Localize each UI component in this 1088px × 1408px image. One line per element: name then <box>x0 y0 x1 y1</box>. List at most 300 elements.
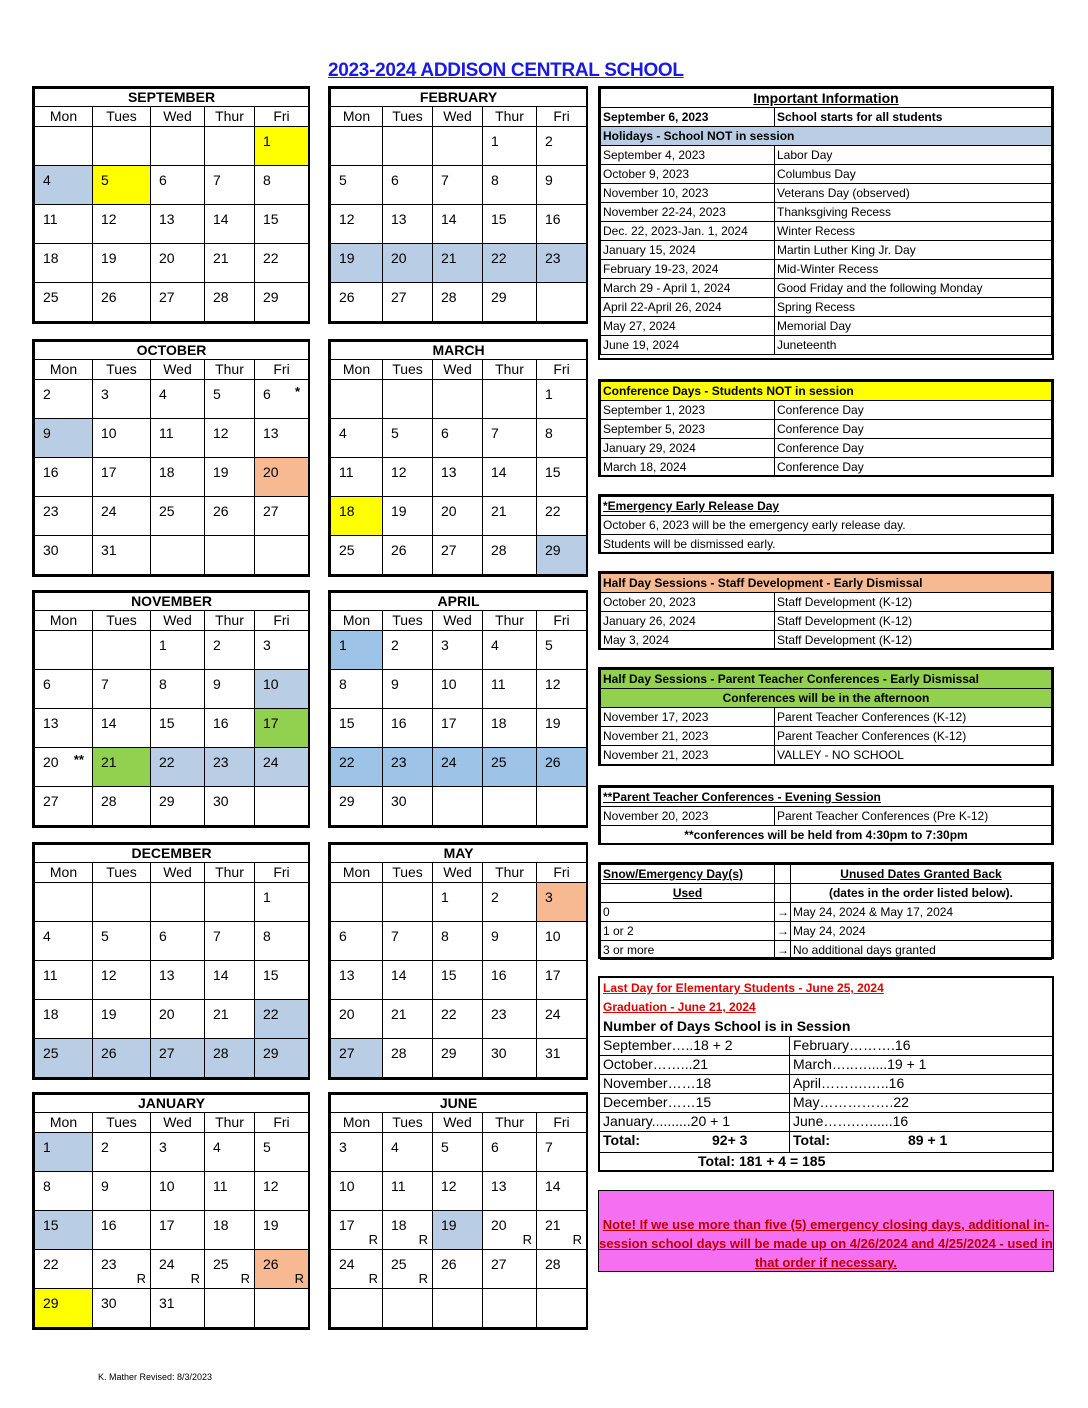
day-cell <box>255 283 309 322</box>
total-right-value: 89 + 1 <box>908 1132 948 1148</box>
weekday-header: Thur <box>205 360 255 380</box>
cell-desc: Martin Luther King Jr. Day <box>775 241 1052 260</box>
day-cell <box>151 670 205 709</box>
session-count: June…….…......16 <box>793 1113 909 1129</box>
weekday-header: Wed <box>433 611 483 631</box>
day-cell <box>93 1211 151 1250</box>
day-cell <box>383 631 433 670</box>
day-number: 15 <box>43 1217 59 1233</box>
day-number: 23 <box>101 1256 117 1272</box>
day-number: 29 <box>263 1045 279 1061</box>
weekday-header: Thur <box>483 107 537 127</box>
day-number: 30 <box>43 542 59 558</box>
day-cell <box>537 283 587 322</box>
weekday-header: Wed <box>151 863 205 883</box>
day-number: 21 <box>441 250 457 266</box>
day-cell <box>483 166 537 205</box>
arrow-icon: → <box>775 922 791 941</box>
r-marker: R <box>368 1232 378 1247</box>
cell-date: March 18, 2024 <box>601 458 775 477</box>
day-cell <box>35 922 93 961</box>
day-cell <box>35 631 93 670</box>
weekday-header: Tues <box>383 360 433 380</box>
day-number: 28 <box>391 1045 407 1061</box>
r-marker: R <box>190 1271 200 1286</box>
day-number: 3 <box>441 637 449 653</box>
calendar-november <box>32 590 310 828</box>
day-cell <box>433 1133 483 1172</box>
day-number: 19 <box>101 250 117 266</box>
day-cell <box>151 1289 205 1328</box>
day-number: 12 <box>263 1178 279 1194</box>
day-number: 5 <box>213 386 221 402</box>
day-number: 31 <box>159 1295 175 1311</box>
day-number: 15 <box>263 967 279 983</box>
day-number: 14 <box>391 967 407 983</box>
day-cell <box>151 458 205 497</box>
weekday-header: Fri <box>255 1113 309 1133</box>
cell-desc: Memorial Day <box>775 317 1052 336</box>
day-number: 20 <box>263 464 279 480</box>
weekday-header: Fri <box>537 107 587 127</box>
table-row <box>601 593 1052 612</box>
cell-desc: Veterans Day (observed) <box>775 184 1052 203</box>
day-cell <box>151 380 205 419</box>
table-row <box>601 631 1052 650</box>
day-number: 4 <box>159 386 167 402</box>
day-cell <box>331 1000 383 1039</box>
cell-date: March 29 - April 1, 2024 <box>601 279 775 298</box>
day-number: 30 <box>391 793 407 809</box>
calendar-december <box>32 842 310 1080</box>
day-cell <box>383 1039 433 1078</box>
day-cell <box>205 127 255 166</box>
cell-desc: Conference Day <box>775 439 1052 458</box>
day-cell <box>205 883 255 922</box>
day-cell <box>93 787 151 826</box>
day-cell <box>255 709 309 748</box>
day-number: 16 <box>43 464 59 480</box>
day-number: 1 <box>339 637 347 653</box>
day-cell <box>151 536 205 575</box>
table-row <box>601 279 1052 298</box>
makeup-note: Note! If we use more than five (5) emergency closing days, additional in-session school days will be made up on 4/26/2024 and 4/25/2024 - used in that order if necessary. <box>598 1190 1054 1272</box>
day-cell <box>255 536 309 575</box>
day-number: 25 <box>391 1256 407 1272</box>
day-cell <box>537 1000 587 1039</box>
day-number: 21 <box>545 1217 561 1233</box>
conference-box <box>598 379 1054 477</box>
day-number: 20 <box>441 503 457 519</box>
day-cell <box>35 961 93 1000</box>
weekday-header: Tues <box>93 360 151 380</box>
day-cell <box>93 883 151 922</box>
cell-date: September 5, 2023 <box>601 420 775 439</box>
day-cell <box>151 922 205 961</box>
day-cell <box>35 1211 93 1250</box>
day-cell <box>433 748 483 787</box>
cell-desc: Good Friday and the following Monday <box>775 279 1052 298</box>
day-cell <box>433 670 483 709</box>
day-cell <box>93 380 151 419</box>
day-number: 20 <box>159 1006 175 1022</box>
day-number: 14 <box>491 464 507 480</box>
day-cell <box>433 787 483 826</box>
day-number: 4 <box>339 425 347 441</box>
day-number: 1 <box>263 889 271 905</box>
day-cell <box>93 419 151 458</box>
weekday-header: Thur <box>205 107 255 127</box>
day-cell <box>93 497 151 536</box>
day-cell <box>383 1133 433 1172</box>
day-number: 24 <box>339 1256 355 1272</box>
weekday-header: Mon <box>35 863 93 883</box>
day-cell <box>151 127 205 166</box>
day-number: 12 <box>101 211 117 227</box>
day-cell <box>35 1250 93 1289</box>
r-marker: R <box>418 1232 428 1247</box>
day-cell <box>483 1289 537 1328</box>
day-number: 4 <box>43 172 51 188</box>
day-cell <box>205 244 255 283</box>
day-cell <box>255 961 309 1000</box>
table-row <box>601 922 1052 941</box>
day-cell <box>205 922 255 961</box>
cell-desc: Parent Teacher Conferences (K-12) <box>775 708 1052 727</box>
day-number: 28 <box>491 542 507 558</box>
day-number: 8 <box>545 425 553 441</box>
day-cell <box>331 922 383 961</box>
r-marker: R <box>136 1271 146 1286</box>
day-cell <box>205 961 255 1000</box>
day-cell <box>383 1172 433 1211</box>
day-number: 13 <box>159 967 175 983</box>
weekday-header: Mon <box>331 360 383 380</box>
day-number: 13 <box>441 464 457 480</box>
table-row <box>601 222 1052 241</box>
day-number: 5 <box>339 172 347 188</box>
emergency-box <box>598 494 1054 554</box>
calendar-february <box>328 86 588 324</box>
day-number: 14 <box>213 211 229 227</box>
calendar-june <box>328 1092 588 1330</box>
r-marker: R <box>240 1271 250 1286</box>
day-cell <box>537 380 587 419</box>
day-cell <box>433 380 483 419</box>
day-cell <box>537 458 587 497</box>
day-number: 26 <box>101 289 117 305</box>
day-number: 9 <box>101 1178 109 1194</box>
weekday-header: Wed <box>151 107 205 127</box>
day-cell <box>433 283 483 322</box>
day-cell <box>383 497 433 536</box>
day-cell <box>383 1250 433 1289</box>
day-number: 14 <box>213 967 229 983</box>
day-cell <box>433 536 483 575</box>
day-number: 30 <box>491 1045 507 1061</box>
day-cell <box>483 458 537 497</box>
day-cell <box>331 419 383 458</box>
weekday-header: Tues <box>93 1113 151 1133</box>
day-number: 18 <box>43 1006 59 1022</box>
day-number: 1 <box>263 133 271 149</box>
ptc-heading: Half Day Sessions - Parent Teacher Conferences - Early Dismissal <box>601 670 1052 689</box>
day-cell <box>255 1000 309 1039</box>
day-number: 28 <box>441 289 457 305</box>
day-cell <box>93 1039 151 1078</box>
day-cell <box>35 419 93 458</box>
day-cell <box>205 380 255 419</box>
r-marker: R <box>572 1232 582 1247</box>
month-name: MARCH <box>331 342 587 360</box>
day-number: 29 <box>263 289 279 305</box>
day-cell <box>383 961 433 1000</box>
day-cell <box>35 1172 93 1211</box>
day-number: 18 <box>159 464 175 480</box>
day-number: 22 <box>491 250 507 266</box>
session-count: January..........20 + 1 <box>603 1113 730 1129</box>
day-cell <box>151 1133 205 1172</box>
day-cell <box>331 1289 383 1328</box>
day-number: 14 <box>101 715 117 731</box>
emergency-heading: *Emergency Early Release Day <box>601 497 1052 516</box>
day-number: 3 <box>263 637 271 653</box>
day-number: 29 <box>545 542 561 558</box>
table-row <box>601 184 1052 203</box>
day-number: 8 <box>263 928 271 944</box>
day-number: 2 <box>491 889 499 905</box>
cell-date: September 4, 2023 <box>601 146 775 165</box>
weekday-header: Tues <box>93 107 151 127</box>
day-number: 6 <box>339 928 347 944</box>
day-cell <box>93 922 151 961</box>
day-cell <box>93 205 151 244</box>
day-cell <box>331 1250 383 1289</box>
evening-note: **conferences will be held from 4:30pm to 7:30pm <box>601 826 1052 845</box>
start-desc: School starts for all students <box>775 108 1052 127</box>
month-name: NOVEMBER <box>35 593 309 611</box>
day-cell <box>483 536 537 575</box>
day-cell <box>93 1133 151 1172</box>
weekday-header: Tues <box>93 863 151 883</box>
evening-box <box>598 785 1054 845</box>
day-number: 21 <box>491 503 507 519</box>
day-cell <box>383 380 433 419</box>
day-number: 6 <box>491 1139 499 1155</box>
day-cell <box>35 883 93 922</box>
cell-date: September 1, 2023 <box>601 401 775 420</box>
day-cell <box>331 497 383 536</box>
cell-date: November 22-24, 2023 <box>601 203 775 222</box>
day-number: 3 <box>101 386 109 402</box>
day-number: 7 <box>213 928 221 944</box>
day-cell <box>93 709 151 748</box>
cell-granted: May 24, 2024 & May 17, 2024 <box>791 903 1052 922</box>
day-cell <box>255 631 309 670</box>
day-cell <box>93 166 151 205</box>
table-row <box>601 241 1052 260</box>
day-number: 21 <box>391 1006 407 1022</box>
start-date: September 6, 2023 <box>601 108 775 127</box>
day-cell <box>151 1000 205 1039</box>
day-number: 21 <box>213 250 229 266</box>
day-cell <box>331 127 383 166</box>
day-number: 7 <box>441 172 449 188</box>
day-cell <box>205 748 255 787</box>
day-cell <box>255 1172 309 1211</box>
day-cell <box>255 1289 309 1328</box>
weekday-header: Mon <box>331 611 383 631</box>
ptc-subheading: Conferences will be in the afternoon <box>601 689 1052 708</box>
session-count: November……18 <box>603 1075 712 1091</box>
day-number: 29 <box>339 793 355 809</box>
session-count: December……15 <box>603 1094 712 1110</box>
day-number: 24 <box>263 754 279 770</box>
day-number: 25 <box>339 542 355 558</box>
day-cell <box>331 205 383 244</box>
day-number: 8 <box>491 172 499 188</box>
day-number: 6 <box>43 676 51 692</box>
day-number: 23 <box>213 754 229 770</box>
page-title: 2023-2024 ADDISON CENTRAL SCHOOL <box>328 60 684 81</box>
day-number: 17 <box>339 1217 355 1233</box>
day-cell <box>151 787 205 826</box>
day-number: 29 <box>43 1295 59 1311</box>
cell-desc: Winter Recess <box>775 222 1052 241</box>
day-cell <box>35 205 93 244</box>
cell-desc: Staff Development (K-12) <box>775 631 1052 650</box>
cell-desc: Spring Recess <box>775 298 1052 317</box>
day-cell <box>205 1000 255 1039</box>
day-cell <box>93 127 151 166</box>
day-number: 20 <box>339 1006 355 1022</box>
day-cell <box>331 536 383 575</box>
day-number: 6 <box>159 172 167 188</box>
weekday-header: Fri <box>255 107 309 127</box>
day-cell <box>483 283 537 322</box>
weekday-header: Mon <box>35 1113 93 1133</box>
day-number: 20 <box>43 754 59 770</box>
cell-date: May 27, 2024 <box>601 317 775 336</box>
day-cell <box>205 787 255 826</box>
month-name: FEBRUARY <box>331 89 587 107</box>
day-cell <box>93 283 151 322</box>
cell-desc: Conference Day <box>775 420 1052 439</box>
day-cell <box>151 883 205 922</box>
important-info-box <box>598 86 1054 360</box>
day-number: 16 <box>391 715 407 731</box>
evening-desc: Parent Teacher Conferences (Pre K-12) <box>775 807 1052 826</box>
day-cell <box>151 1172 205 1211</box>
day-number: 3 <box>339 1139 347 1155</box>
weekday-header: Thur <box>483 1113 537 1133</box>
day-number: 18 <box>491 715 507 731</box>
day-cell <box>35 166 93 205</box>
day-cell <box>483 1172 537 1211</box>
calendar-april <box>328 590 588 828</box>
cell-date: November 10, 2023 <box>601 184 775 203</box>
day-cell <box>255 458 309 497</box>
weekday-header: Thur <box>205 611 255 631</box>
cell-granted: No additional days granted <box>791 941 1052 960</box>
day-cell <box>537 748 587 787</box>
day-cell <box>433 922 483 961</box>
day-cell <box>151 631 205 670</box>
day-number: 13 <box>43 715 59 731</box>
day-number: 18 <box>43 250 59 266</box>
day-number: 19 <box>339 250 355 266</box>
day-cell <box>537 1289 587 1328</box>
day-marker: * <box>294 384 301 399</box>
day-number: 22 <box>441 1006 457 1022</box>
day-number: 19 <box>441 1217 457 1233</box>
day-number: 23 <box>391 754 407 770</box>
day-number: 11 <box>391 1178 406 1194</box>
day-number: 27 <box>263 503 279 519</box>
day-number: 21 <box>101 754 117 770</box>
day-cell <box>205 536 255 575</box>
day-cell <box>383 283 433 322</box>
day-cell <box>483 961 537 1000</box>
month-name: SEPTEMBER <box>35 89 309 107</box>
month-name: JANUARY <box>35 1095 309 1113</box>
conference-heading: Conference Days - Students NOT in session <box>601 382 1052 401</box>
day-number: 18 <box>339 503 355 519</box>
day-number: 29 <box>159 793 175 809</box>
day-cell <box>433 497 483 536</box>
day-number: 8 <box>441 928 449 944</box>
day-number: 12 <box>545 676 561 692</box>
days-in-session-box <box>598 976 1054 1172</box>
day-number: 4 <box>491 637 499 653</box>
arrow-icon: → <box>775 903 791 922</box>
day-cell <box>483 380 537 419</box>
day-cell <box>93 961 151 1000</box>
table-row <box>601 165 1052 184</box>
day-cell <box>433 961 483 1000</box>
day-cell <box>331 883 383 922</box>
cell-desc: Thanksgiving Recess <box>775 203 1052 222</box>
day-cell <box>537 961 587 1000</box>
day-cell <box>383 536 433 575</box>
day-cell <box>255 166 309 205</box>
month-name: JUNE <box>331 1095 587 1113</box>
day-cell <box>383 922 433 961</box>
day-cell <box>151 961 205 1000</box>
day-cell <box>331 244 383 283</box>
day-cell <box>331 961 383 1000</box>
day-number: 19 <box>545 715 561 731</box>
day-cell <box>151 244 205 283</box>
staff-dev-box <box>598 571 1054 650</box>
day-number: 2 <box>43 386 51 402</box>
day-number: 9 <box>43 425 51 441</box>
day-number: 14 <box>441 211 457 227</box>
day-number: 5 <box>441 1139 449 1155</box>
session-count: September…..18 + 2 <box>603 1037 733 1053</box>
day-cell <box>93 1250 151 1289</box>
day-cell <box>151 1250 205 1289</box>
day-number: 9 <box>213 676 221 692</box>
day-cell <box>483 670 537 709</box>
day-number: 8 <box>159 676 167 692</box>
day-number: 2 <box>213 637 221 653</box>
day-cell <box>383 1211 433 1250</box>
day-number: 5 <box>263 1139 271 1155</box>
day-cell <box>151 1211 205 1250</box>
day-cell <box>433 1172 483 1211</box>
day-number: 8 <box>263 172 271 188</box>
